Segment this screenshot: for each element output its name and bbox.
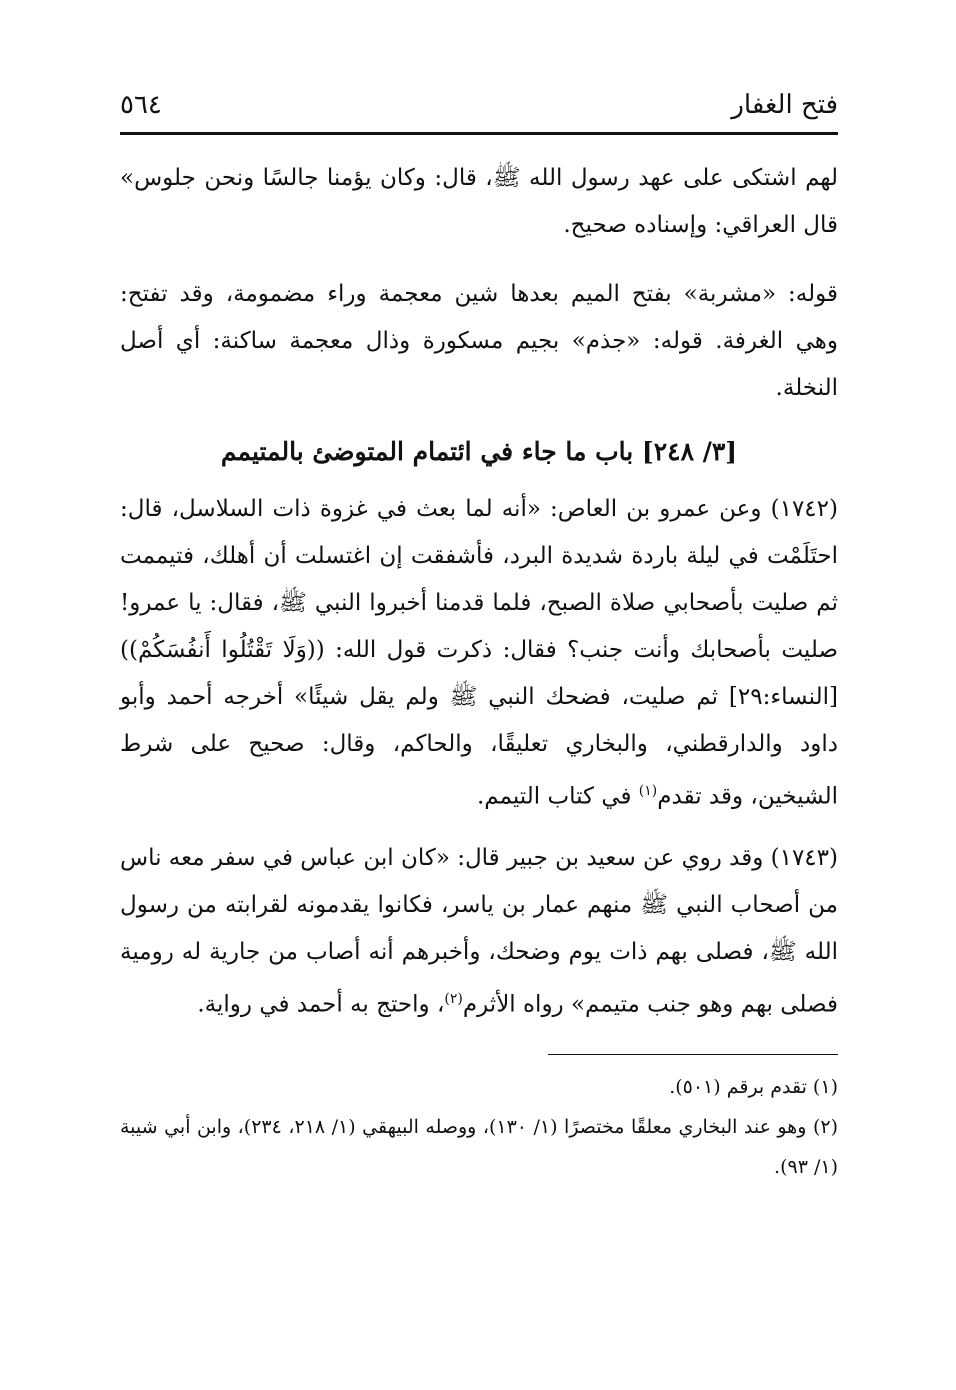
document-page [120, 80, 838, 1187]
hadith-1742-text: (١٧٤٢) وعن عمرو بن العاص: «أنه لما بعث في غزوة ذات السلاسل، قال: احتَلَمْت في ليلة باردة شديدة البرد، فأشفقت إن اغتسلت أن أهلك، فتيممت ثم صليت بأصحابي صلاة الصبح، فلما قدمنا أخبروا النبي ﷺ، فقال: يا عمرو! صليت بأصحابك وأنت جنب؟ فقال: ذكرت قول الله: ((وَلَا تَقْتُلُوا أَنفُسَكُمْ)) [النساء:٢٩] ثم صليت، فضحك النبي ﷺ ولم يقل شيئًا» أخرجه أحمد وأبو داود والدارقطني، والبخاري تعليقًا، والحاكم، وقال: صحيح على شرط الشيخين، وقد تقدم [120, 496, 838, 810]
header-rule [120, 132, 838, 135]
footnote-rule [548, 1054, 838, 1055]
hadith-1743-text: (١٧٤٣) وقد روي عن سعيد بن جبير قال: «كان ابن عباس في سفر معه ناس من أصحاب النبي ﷺ منهم عمار بن ياسر، فكانوا يقدمونه لقرابته من رسول الله ﷺ، فصلى بهم ذات يوم وضحك، وأخبرهم أنه أصاب من جارية له رومية فصلى بهم وهو جنب متيمم» رواه الأثرم [120, 844, 838, 1018]
chapter-heading: [٣/ ٢٤٨] باب ما جاء في ائتمام المتوضئ بالمتيمم [220, 437, 738, 466]
footnote-ref-1[interactable]: (١) [638, 783, 658, 799]
footnote-2: (٢) وهو عند البخاري معلقًا مختصرًا (١/ ١٣٠)، ووصله البيهقي (١/ ٢١٨، ٢٣٤)، وابن أبي شيبة (١/ ٩٣). [120, 1116, 838, 1179]
running-title: فتح الغفار [731, 90, 838, 120]
page-header [120, 80, 838, 128]
paragraph-1: لهم اشتكى على عهد رسول الله ﷺ، قال: وكان يؤمنا جالسًا ونحن جلوس» قال العراقي: وإسناده صحيح. [120, 165, 838, 238]
hadith-1742-tail: في كتاب التيمم. [476, 783, 639, 810]
page-number: ٥٦٤ [120, 90, 162, 120]
hadith-1742 [120, 486, 838, 821]
hadith-1743 [120, 835, 838, 1029]
footnote-ref-2[interactable]: (٢) [444, 990, 463, 1007]
paragraph-2: قوله: «مشربة» بفتح الميم بعدها شين معجمة وراء مضمومة، وقد تفتح: وهي الغرفة. قوله: «جذم» بجيم مسكورة وذال معجمة ساكنة: أي أصل النخلة. [120, 281, 838, 401]
hadith-1743-tail: ، واحتج به أحمد في رواية. [197, 991, 445, 1018]
footnote-1: (١) تقدم برقم (٥٠١). [669, 1076, 838, 1099]
